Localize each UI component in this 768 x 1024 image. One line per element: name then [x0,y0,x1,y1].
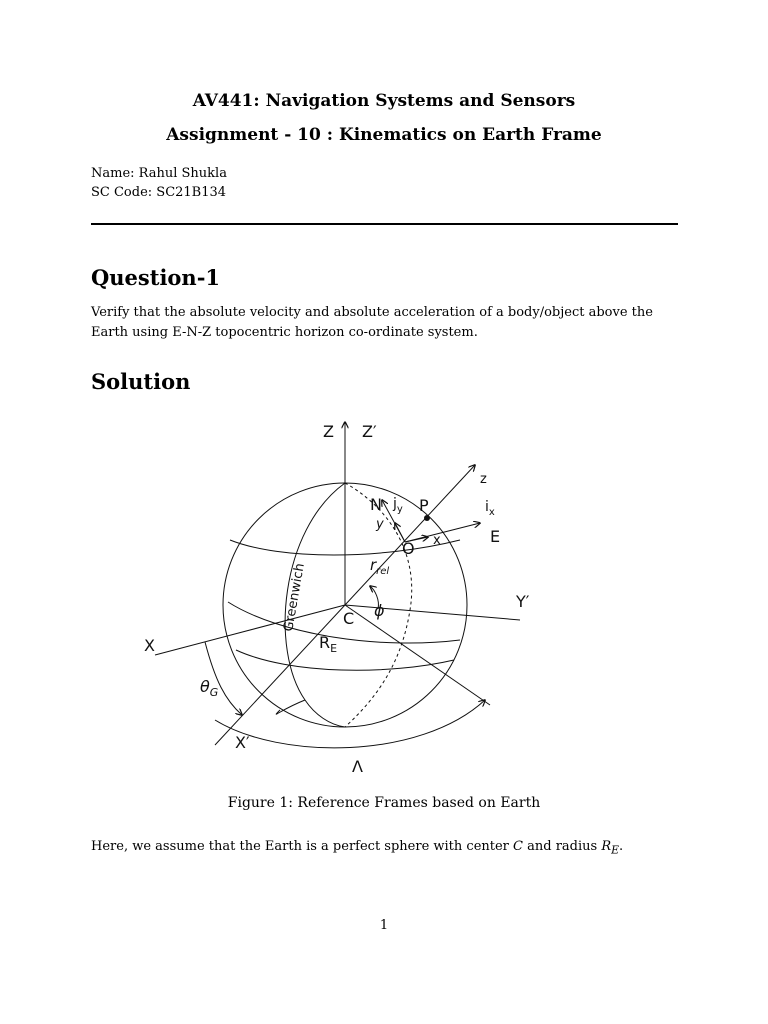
solution-heading: Solution [91,369,191,394]
label-phi: ϕ [374,601,385,620]
label-O: O [402,539,415,558]
latitude-lower [236,650,454,670]
meridian-front [276,700,305,714]
x-prime-axis [215,605,345,745]
y-prime-axis [345,605,520,620]
page-number: 1 [379,918,389,933]
code-line: SC Code: SC21B134 [91,185,227,200]
point-p [424,515,430,521]
lambda-axis [345,605,490,705]
figure-caption: Figure 1: Reference Frames based on Earth [227,795,541,811]
assignment-title: Assignment - 10 : Kinematics on Earth Frame [166,125,602,145]
question-text: Verify that the absolute velocity and absolute acceleration of a body/object above the Earth using E-N-Z topocentric horizon co-ordinate system. [91,305,653,340]
horizontal-rule [91,223,678,225]
label-C: C [343,609,355,628]
question-heading: Question-1 [91,265,221,290]
body-text-mid: and radius [522,839,602,854]
label-greenwich: Greenwich [281,562,308,633]
body-radius-subscript: E [611,843,620,857]
label-Xp: X′ [235,733,250,752]
label-E: E [490,527,501,546]
course-title: AV441: Navigation Systems and Sensors [192,91,576,111]
label-Z: Z [323,422,334,441]
label-thetaG: $\theta_G$ [200,677,219,699]
label-P: P [419,496,429,515]
label-Lambda: Λ [352,757,363,776]
label-ix: $i_x$ [485,499,495,518]
x-axis [155,605,345,655]
body-center-symbol: C [513,839,523,854]
label-X: X [144,636,155,655]
label-Zp: Z′ [362,422,377,441]
theta-g-arc [205,642,242,715]
label-Yp: Y′ [516,592,530,611]
label-rrel: $r_{rel}$ [370,556,390,577]
label-x: x [433,533,441,548]
name-line: Name: Rahul Shukla [91,166,227,181]
label-z: z [480,472,487,487]
author-info [91,164,227,202]
earth-frames-figure [130,410,550,780]
body-paragraph [91,837,623,861]
local-z-axis [345,465,475,605]
body-radius-symbol: R [601,839,612,854]
body-text-start: Here, we assume that the Earth is a perfect sphere with center [91,839,514,854]
label-RE: $R_E$ [319,633,338,655]
label-N: N [370,495,382,514]
label-jy: $j_y$ [393,496,403,515]
body-text-end: . [619,839,624,854]
lambda-arc [215,700,485,748]
label-y: y [376,517,384,532]
